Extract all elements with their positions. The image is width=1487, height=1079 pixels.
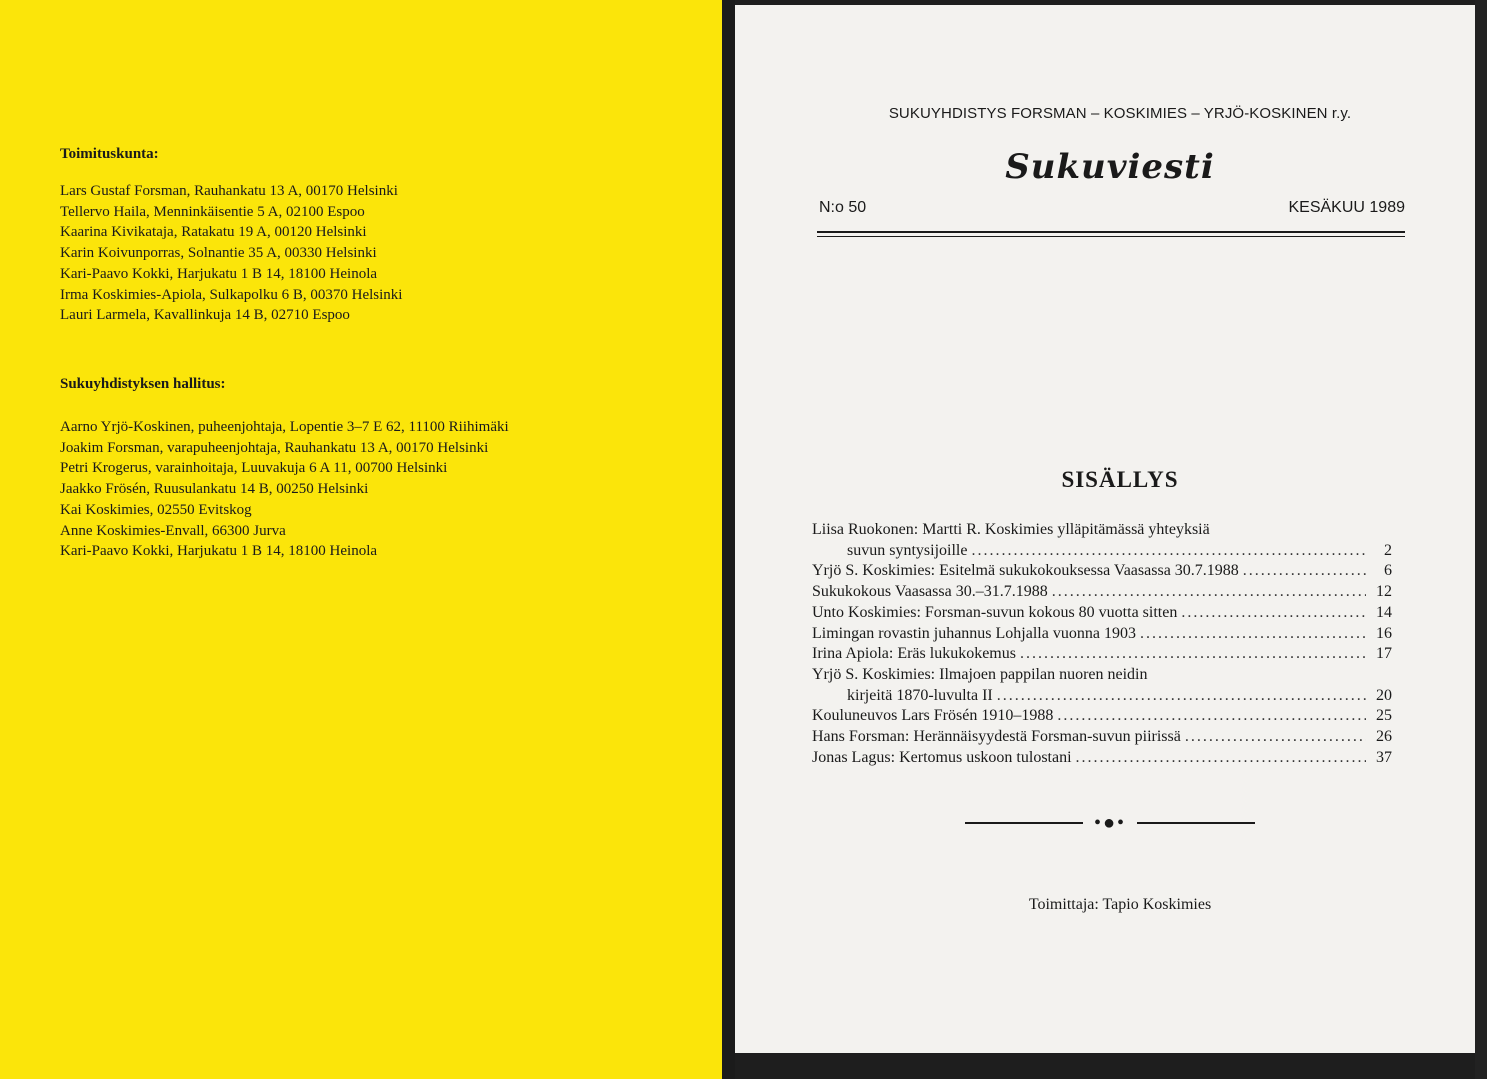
toc-leader-dots bbox=[1185, 727, 1366, 748]
toc-item bbox=[812, 727, 1392, 748]
toc-leader-dots bbox=[997, 686, 1366, 707]
book-edge bbox=[1475, 0, 1487, 1079]
right-page bbox=[735, 5, 1475, 1053]
ornament-dots: •●• bbox=[1093, 812, 1127, 834]
editorial-member: Tellervo Haila, Menninkäisentie 5 A, 02100 Espoo bbox=[60, 203, 365, 220]
editorial-member: Irma Koskimies-Apiola, Sulkapolku 6 B, 00370 Helsinki bbox=[60, 286, 403, 303]
ornament-line-right bbox=[1137, 822, 1255, 824]
toc-item-title: Kouluneuvos Lars Frösén 1910–1988 bbox=[812, 707, 1054, 725]
toc-item bbox=[812, 665, 1392, 686]
toc-item-title: Unto Koskimies: Forsman-suvun kokous 80 vuotta sitten bbox=[812, 603, 1178, 621]
toc-item-title: Sukukokous Vaasassa 30.–31.7.1988 bbox=[812, 583, 1048, 601]
toc-leader-dots bbox=[971, 541, 1366, 562]
toc-item-continuation bbox=[812, 541, 1392, 562]
editorial-member: Kaarina Kivikataja, Ratakatu 19 A, 00120 Helsinki bbox=[60, 224, 367, 241]
header-rule-top bbox=[817, 231, 1405, 233]
table-of-contents bbox=[812, 520, 1392, 768]
toc-item-title: Yrjö S. Koskimies: Esitelmä sukukokouksessa Vaasassa 30.7.1988 bbox=[812, 562, 1239, 580]
editorial-board-list bbox=[60, 181, 402, 326]
board-list bbox=[60, 417, 509, 562]
toc-leader-dots bbox=[1140, 624, 1366, 645]
toc-item-continuation bbox=[812, 686, 1392, 707]
toc-item bbox=[812, 624, 1392, 645]
toc-item bbox=[812, 748, 1392, 769]
toc-item-page: 14 bbox=[1376, 603, 1392, 621]
board-member: Anne Koskimies-Envall, 66300 Jurva bbox=[60, 522, 286, 539]
society-name: SUKUYHDISTYS FORSMAN – KOSKIMIES – YRJÖ-KOSKINEN r.y. bbox=[888, 105, 1352, 122]
toc-item-page: 16 bbox=[1376, 624, 1392, 642]
left-page bbox=[0, 0, 722, 1079]
issue-date: KESÄKUU 1989 bbox=[1288, 199, 1405, 216]
editorial-member: Karin Koivunporras, Solnantie 35 A, 00330 Helsinki bbox=[60, 245, 377, 262]
toc-item bbox=[812, 706, 1392, 727]
toc-leader-dots bbox=[1057, 706, 1366, 727]
journal-title: Sukuviesti bbox=[1005, 147, 1215, 187]
board-member: Jaakko Frösén, Ruusulankatu 14 B, 00250 Helsinki bbox=[60, 481, 369, 498]
toc-item bbox=[812, 644, 1392, 665]
editor-credit: Toimittaja: Tapio Koskimies bbox=[1028, 896, 1212, 913]
toc-leader-dots bbox=[1020, 644, 1366, 665]
toc-item-page: 20 bbox=[1376, 686, 1392, 704]
editorial-member: Kari-Paavo Kokki, Harjukatu 1 B 14, 18100 Heinola bbox=[60, 265, 378, 282]
header-rule-bottom bbox=[817, 236, 1405, 237]
toc-item-title: Hans Forsman: Herännäisyydestä Forsman-suvun piirissä bbox=[812, 728, 1181, 746]
toc-item-page: 25 bbox=[1376, 707, 1392, 725]
toc-leader-dots bbox=[1181, 603, 1366, 624]
toc-leader-dots bbox=[1052, 582, 1366, 603]
toc-item-page: 37 bbox=[1376, 748, 1392, 766]
toc-item-page: 12 bbox=[1376, 583, 1392, 601]
toc-item-title: Irina Apiola: Eräs lukukokemus bbox=[812, 645, 1016, 663]
issue-number: N:o 50 bbox=[819, 199, 867, 216]
toc-item-page: 17 bbox=[1376, 645, 1392, 663]
toc-item-title: suvun syntysijoille bbox=[847, 541, 968, 559]
board-member: Kai Koskimies, 02550 Evitskog bbox=[60, 501, 252, 518]
board-member: Kari-Paavo Kokki, Harjukatu 1 B 14, 18100 Heinola bbox=[60, 543, 378, 560]
toc-leader-dots bbox=[1076, 748, 1366, 769]
toc-item-title: Liisa Ruokonen: Martti R. Koskimies ylläpitämässä yhteyksiä bbox=[812, 521, 1210, 538]
toc-item bbox=[812, 582, 1392, 603]
ornament-divider bbox=[965, 811, 1255, 835]
board-member: Joakim Forsman, varapuheenjohtaja, Rauhankatu 13 A, 00170 Helsinki bbox=[60, 439, 489, 456]
toc-item-page: 26 bbox=[1376, 728, 1392, 746]
toc-item-page: 6 bbox=[1384, 562, 1392, 580]
toc-item-page: 2 bbox=[1384, 541, 1392, 559]
toc-item bbox=[812, 520, 1392, 541]
board-member: Petri Krogerus, varainhoitaja, Luuvakuja 6 A 11, 00700 Helsinki bbox=[60, 460, 448, 477]
toc-item-title: Yrjö S. Koskimies: Ilmajoen pappilan nuoren neidin bbox=[812, 665, 1148, 683]
toc-item bbox=[812, 561, 1392, 582]
toc-item-title: Jonas Lagus: Kertomus uskoon tulostani bbox=[812, 748, 1072, 766]
toc-item bbox=[812, 603, 1392, 624]
book-spine bbox=[722, 0, 735, 1079]
editorial-member: Lauri Larmela, Kavallinkuja 14 B, 02710 Espoo bbox=[60, 307, 350, 324]
toc-leader-dots bbox=[1243, 561, 1366, 582]
editorial-member: Lars Gustaf Forsman, Rauhankatu 13 A, 00170 Helsinki bbox=[60, 183, 398, 199]
board-heading: Sukuyhdistyksen hallitus: bbox=[60, 376, 226, 392]
toc-title: SISÄLLYS bbox=[1061, 467, 1179, 492]
toc-item-title: kirjeitä 1870-luvulta II bbox=[847, 686, 993, 704]
ornament-line-left bbox=[965, 822, 1083, 824]
board-member: Aarno Yrjö-Koskinen, puheenjohtaja, Lopentie 3–7 E 62, 11100 Riihimäki bbox=[60, 419, 509, 435]
editorial-board-heading: Toimituskunta: bbox=[60, 146, 159, 162]
toc-item-title: Limingan rovastin juhannus Lohjalla vuonna 1903 bbox=[812, 624, 1136, 642]
